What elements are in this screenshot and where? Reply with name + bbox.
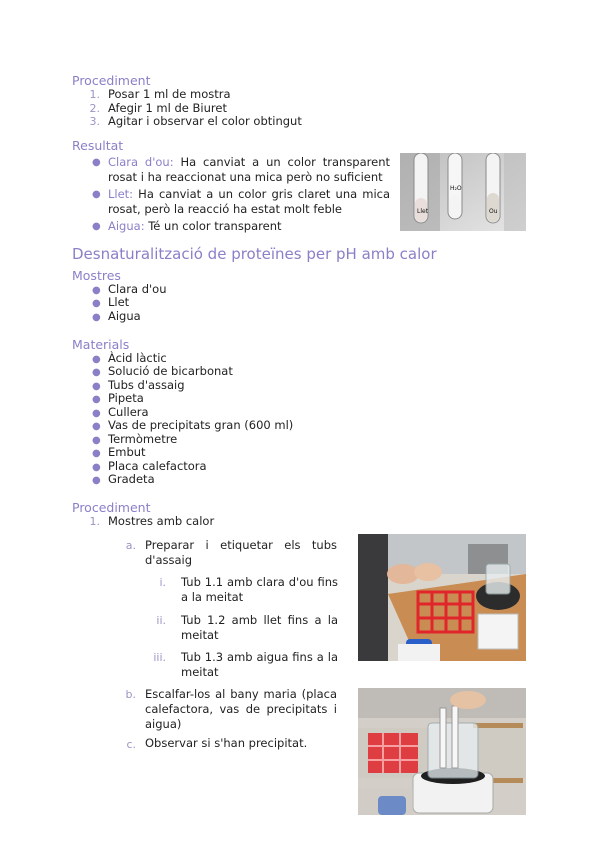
bullet: ● [92,408,101,419]
material-item: Gradeta [108,472,155,486]
result-item [108,187,390,217]
material-item: Embut [108,445,146,459]
step-number: 1. [89,515,100,528]
lab-preparation-photo [358,534,526,661]
material-item: Solució de bicarbonat [108,364,233,378]
material-item: Àcid làctic [108,351,167,365]
materials-heading: Materials [72,337,130,352]
material-item: Pipeta [108,391,144,405]
result-text: Ha canviat a un color gris claret una mica rosat, però la reacció ha estat molt feble [108,187,391,216]
subsubstep-text: Tub 1.1 amb clara d'ou fins a la meitat [181,575,338,604]
bullet: ● [92,221,101,232]
bullet: ● [92,157,101,168]
bullet: ● [92,381,101,392]
bullet: ● [92,421,101,432]
bullet: ● [92,312,101,323]
material-item: Tubs d'assaig [108,378,185,392]
bullet: ● [92,475,101,486]
subsubstep-text: Tub 1.3 amb aigua fins a la meitat [181,650,338,679]
material-item: Vas de precipitats gran (600 ml) [108,418,294,432]
procediment-heading: Procediment [72,73,151,88]
test-tubes-photo [400,153,526,231]
bullet: ● [92,189,101,200]
water-bath-photo [358,688,526,815]
section-title: Desnaturalització de proteïnes per pH amb calor [72,245,437,263]
result-label: Aigua: [108,219,145,233]
subsubstep-marker: iii. [153,651,166,664]
result-label: Clara d'ou: [108,155,174,169]
result-label: Llet: [108,187,134,201]
tube-label: Llet [417,208,429,215]
step-number: 1. [89,88,100,101]
subsubstep-marker: ii. [156,614,166,627]
bullet: ● [92,462,101,473]
result-text: Ha canviat a un color transparent rosat i ha reaccionat una mica però no suficient [108,155,391,184]
step-text: Mostres amb calor [108,514,215,528]
bullet: ● [92,285,101,296]
resultat-heading: Resultat [72,138,124,153]
material-item: Termòmetre [108,432,178,446]
material-item: Cullera [108,405,149,419]
bullet: ● [92,448,101,459]
procediment2-heading: Procediment [72,500,151,515]
substep-text: Preparar i etiquetar els tubs d'assaig [145,538,337,567]
bullet: ● [92,298,101,309]
material-item: Placa calefactora [108,459,207,473]
result-item [108,155,390,185]
bullet: ● [92,354,101,365]
substep-marker: b. [125,688,136,701]
tube-label: H₂O [450,185,462,192]
result-text: Té un color transparent [148,219,282,233]
mostra-item: Clara d'ou [108,282,167,296]
substep-marker: a. [125,539,136,552]
mostra-item: Llet [108,295,130,309]
step-text: Agitar i observar el color obtingut [108,114,302,128]
step-text: Afegir 1 ml de Biuret [108,101,227,115]
mostres-heading: Mostres [72,268,121,283]
substep-text: Observar si s'han precipitat. [145,736,308,750]
subsubstep-marker: i. [159,576,166,589]
step-text: Posar 1 ml de mostra [108,87,231,101]
substep-marker: c. [126,738,136,751]
substep-text: Escalfar-los al bany maria (placa calefactora, vas de precipitats i aigua) [145,687,337,731]
bullet: ● [92,367,101,378]
mostra-item: Aigua [108,309,141,323]
result-item [108,219,390,234]
step-number: 3. [89,115,100,128]
subsubstep-text: Tub 1.2 amb llet fins a la meitat [181,613,338,642]
bullet: ● [92,394,101,405]
tube-label: Ou [489,208,498,215]
step-number: 2. [89,102,100,115]
bullet: ● [92,435,101,446]
